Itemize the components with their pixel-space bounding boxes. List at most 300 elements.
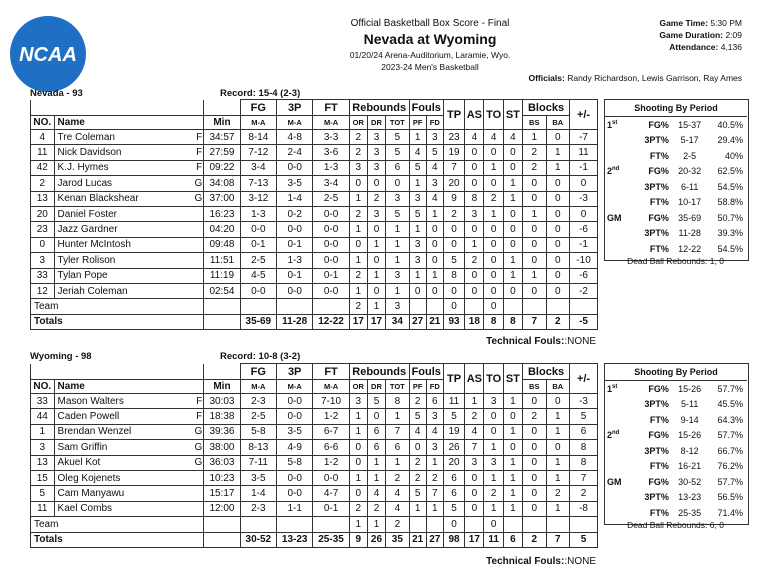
period-num: GM (607, 476, 622, 487)
col-bs: BS (522, 116, 546, 130)
game-time-label: Game Time: (659, 18, 708, 28)
period-row (605, 505, 747, 521)
player-dr: 1 (367, 455, 385, 470)
player-3p: 0-1 (277, 237, 313, 252)
player-number: 3 (31, 253, 55, 268)
player-number: 11 (31, 501, 55, 516)
officials-names: Randy Richardson, Lewis Garrison, Ray Ames (567, 73, 742, 83)
col-blank-min (204, 100, 240, 116)
player-ft: 0-0 (313, 470, 349, 485)
player-tot: 6 (386, 160, 410, 175)
team-as (465, 517, 484, 532)
totals-fg: 35-69 (240, 314, 276, 329)
totals-bs: 7 (522, 314, 546, 329)
player-tot: 0 (386, 176, 410, 191)
player-ba: 1 (546, 470, 570, 485)
player-bs: 0 (522, 222, 546, 237)
team-pf (409, 517, 426, 532)
period-made-attempted: 6-11 (680, 181, 699, 192)
player-pf: 5 (409, 206, 426, 221)
player-or: 0 (349, 455, 367, 470)
player-position: F (191, 160, 204, 175)
player-pts: 20 (443, 176, 464, 191)
player-pts: 5 (443, 501, 464, 516)
player-to: 1 (484, 440, 503, 455)
technical-fouls-label: Technical Fouls: (486, 336, 565, 347)
player-tot: 8 (386, 394, 410, 409)
player-bs: 0 (522, 501, 546, 516)
team-label: Team (31, 299, 204, 314)
player-3p: 0-0 (277, 409, 313, 424)
col-ba: BA (546, 116, 570, 130)
player-3p: 3-5 (277, 424, 313, 439)
player-fg: 7-12 (240, 145, 276, 160)
player-or: 1 (349, 253, 367, 268)
player-position (191, 486, 204, 501)
player-ba: 2 (546, 486, 570, 501)
col-min: Min (204, 380, 240, 394)
totals-st: 8 (503, 314, 522, 329)
col-fd: FD (426, 116, 443, 130)
box-score-table (30, 363, 598, 548)
logo-text: NCAA (19, 44, 77, 66)
period-percentage: 45.5% (717, 399, 743, 410)
player-ft: 0-0 (313, 222, 349, 237)
player-fg: 7-13 (240, 176, 276, 191)
player-row (31, 237, 598, 252)
team-pm (570, 299, 598, 314)
team-bs (522, 517, 546, 532)
col-fouls: Fouls (409, 364, 443, 380)
period-num: 2 (607, 166, 613, 177)
player-ba: 0 (546, 191, 570, 206)
player-row (31, 283, 598, 298)
period-made-attempted: 8-12 (680, 445, 699, 456)
period-number (605, 226, 626, 242)
col-pf: PF (409, 116, 426, 130)
technical-fouls (486, 336, 596, 347)
player-tot: 1 (386, 237, 410, 252)
shooting-by-period (605, 100, 747, 257)
player-pm: -6 (570, 222, 598, 237)
player-tot: 3 (386, 268, 410, 283)
col-min: Min (204, 116, 240, 130)
totals-pm: 5 (570, 532, 598, 547)
player-bs: 0 (522, 440, 546, 455)
period-stat-label: FG% (648, 383, 669, 394)
player-st: 1 (503, 470, 522, 485)
player-pf: 1 (409, 176, 426, 191)
player-position (191, 253, 204, 268)
player-dr: 1 (367, 237, 385, 252)
col-pf: PF (409, 380, 426, 394)
player-fd: 3 (426, 176, 443, 191)
player-bs: 0 (522, 424, 546, 439)
player-pts: 26 (443, 440, 464, 455)
period-suffix: nd (612, 166, 620, 173)
player-as: 4 (465, 424, 484, 439)
player-to: 0 (484, 424, 503, 439)
player-pm: -7 (570, 130, 598, 145)
player-dr: 1 (367, 268, 385, 283)
game-duration-label: Game Duration: (659, 30, 724, 40)
player-ft: 1-3 (313, 160, 349, 175)
player-bs: 1 (522, 130, 546, 145)
player-bs: 0 (522, 191, 546, 206)
totals-to: 11 (484, 532, 503, 547)
totals-fd: 27 (426, 532, 443, 547)
player-or: 0 (349, 486, 367, 501)
period-number (605, 443, 626, 459)
player-bs: 0 (522, 486, 546, 501)
col-or: OR (349, 380, 367, 394)
totals-ft: 25-35 (313, 532, 349, 547)
player-pts: 0 (443, 283, 464, 298)
player-pts: 6 (443, 486, 464, 501)
player-number: 1 (31, 424, 55, 439)
player-to: 1 (484, 470, 503, 485)
player-pf: 1 (409, 268, 426, 283)
period-stat-label: 3PT% (644, 399, 669, 410)
player-pts: 6 (443, 470, 464, 485)
totals-tot: 34 (386, 314, 410, 329)
period-percentage: 57.7% (717, 383, 743, 394)
player-tot: 1 (386, 455, 410, 470)
period-stat-label: FT% (649, 507, 669, 518)
period-percentage: 29.4% (717, 135, 743, 146)
player-3p: 0-0 (277, 222, 313, 237)
player-tot: 4 (386, 501, 410, 516)
team-dr: 1 (367, 299, 385, 314)
player-pm: 7 (570, 470, 598, 485)
period-made-attempted: 10-17 (678, 197, 702, 208)
team-st (503, 299, 522, 314)
period-suffix: st (612, 383, 618, 390)
player-min: 09:22 (204, 160, 240, 175)
period-made-attempted: 13-23 (678, 492, 702, 503)
player-number: 5 (31, 486, 55, 501)
player-position (191, 283, 204, 298)
player-dr: 6 (367, 424, 385, 439)
player-3p: 0-0 (277, 394, 313, 409)
player-or: 2 (349, 206, 367, 221)
player-row (31, 160, 598, 175)
player-ba: 0 (546, 176, 570, 191)
player-pm: 5 (570, 409, 598, 424)
player-ft: 0-0 (313, 237, 349, 252)
player-fd: 5 (426, 145, 443, 160)
player-row (31, 191, 598, 206)
period-stat-label: 3PT% (644, 492, 669, 503)
player-min: 11:19 (204, 268, 240, 283)
team-as (465, 299, 484, 314)
player-ft: 2-5 (313, 191, 349, 206)
team-record: Record: 10-8 (3-2) (220, 351, 301, 362)
col-tot: TOT (386, 380, 410, 394)
player-number: 44 (31, 409, 55, 424)
totals-fd: 21 (426, 314, 443, 329)
player-name: Kenan Blackshear (54, 191, 191, 206)
player-dr: 0 (367, 283, 385, 298)
player-pts: 0 (443, 222, 464, 237)
player-min: 38:00 (204, 440, 240, 455)
player-st: 4 (503, 130, 522, 145)
attendance: 4,136 (720, 42, 742, 52)
player-bs: 0 (522, 283, 546, 298)
attendance-label: Attendance: (669, 42, 719, 52)
period-made-attempted: 25-35 (678, 507, 702, 518)
team-min (204, 299, 240, 314)
player-tot: 2 (386, 470, 410, 485)
player-or: 1 (349, 191, 367, 206)
player-fg: 1-4 (240, 486, 276, 501)
player-or: 2 (349, 130, 367, 145)
col-fg-ma: M-A (240, 116, 276, 130)
team-ba (546, 517, 570, 532)
dead-ball-rebounds: Dead Ball Rebounds: 6, 0 (627, 520, 724, 530)
col-as: AS (465, 364, 484, 394)
totals-pts: 98 (443, 532, 464, 547)
player-st: 0 (503, 206, 522, 221)
player-to: 0 (484, 176, 503, 191)
player-name: Brendan Wenzel (54, 424, 191, 439)
player-fg: 3-4 (240, 160, 276, 175)
player-ba: 0 (546, 440, 570, 455)
player-fd: 0 (426, 283, 443, 298)
player-pf: 1 (409, 222, 426, 237)
player-dr: 1 (367, 470, 385, 485)
player-ba: 0 (546, 237, 570, 252)
team-pf (409, 299, 426, 314)
player-st: 0 (503, 283, 522, 298)
team-fd (426, 517, 443, 532)
totals-ba: 2 (546, 314, 570, 329)
period-suffix: nd (612, 430, 620, 437)
player-ft: 7-10 (313, 394, 349, 409)
player-min: 16:23 (204, 206, 240, 221)
totals-pts: 93 (443, 314, 464, 329)
player-fg: 7-11 (240, 455, 276, 470)
period-number (605, 133, 626, 149)
player-min: 39:36 (204, 424, 240, 439)
player-name: Mason Walters (54, 394, 191, 409)
player-pf: 0 (409, 283, 426, 298)
col-dr: DR (367, 116, 385, 130)
player-pm: 2 (570, 486, 598, 501)
player-as: 1 (465, 394, 484, 409)
player-pts: 0 (443, 237, 464, 252)
player-to: 2 (484, 191, 503, 206)
player-st: 1 (503, 191, 522, 206)
totals-as: 18 (465, 314, 484, 329)
player-pts: 20 (443, 455, 464, 470)
player-pm: -3 (570, 394, 598, 409)
player-pts: 23 (443, 130, 464, 145)
player-3p: 0-0 (277, 283, 313, 298)
player-st: 0 (503, 409, 522, 424)
player-as: 2 (465, 253, 484, 268)
player-bs: 0 (522, 470, 546, 485)
period-made-attempted: 15-37 (678, 119, 702, 130)
player-or: 2 (349, 145, 367, 160)
player-dr: 0 (367, 176, 385, 191)
player-ft: 3-3 (313, 130, 349, 145)
period-stat-label: FG% (648, 212, 669, 223)
period-number (605, 428, 626, 444)
player-name: K.J. Hymes (54, 160, 191, 175)
player-to: 0 (484, 268, 503, 283)
col-no: NO. (31, 380, 55, 394)
team-score-title: Nevada - 93 (30, 88, 83, 99)
player-fg: 0-0 (240, 283, 276, 298)
team-score-title: Wyoming - 98 (30, 351, 92, 362)
player-fd: 4 (426, 191, 443, 206)
player-ft: 1-2 (313, 455, 349, 470)
player-fd: 0 (426, 222, 443, 237)
player-pf: 2 (409, 470, 426, 485)
col-blocks: Blocks (522, 100, 569, 116)
player-tot: 1 (386, 253, 410, 268)
col-3p: 3P (277, 364, 313, 380)
period-number (605, 474, 626, 490)
player-min: 34:08 (204, 176, 240, 191)
period-percentage: 56.5% (717, 492, 743, 503)
dead-ball-rebounds: Dead Ball Rebounds: 1, 0 (627, 256, 724, 266)
col-bs: BS (522, 380, 546, 394)
player-position: F (191, 145, 204, 160)
player-ft: 6-6 (313, 440, 349, 455)
player-pf: 1 (409, 130, 426, 145)
player-fd: 0 (426, 237, 443, 252)
player-name: Caden Powell (54, 409, 191, 424)
player-row (31, 440, 598, 455)
player-fg: 3-5 (240, 470, 276, 485)
player-fg: 2-5 (240, 253, 276, 268)
player-to: 0 (484, 283, 503, 298)
player-bs: 0 (522, 455, 546, 470)
player-pf: 5 (409, 486, 426, 501)
player-st: 0 (503, 440, 522, 455)
player-or: 3 (349, 394, 367, 409)
player-to: 1 (484, 501, 503, 516)
period-stat-label: 3PT% (644, 228, 669, 239)
period-number (605, 241, 626, 257)
totals-pf: 21 (409, 532, 426, 547)
player-dr: 0 (367, 409, 385, 424)
player-ba: 0 (546, 268, 570, 283)
col-dr: DR (367, 380, 385, 394)
period-stat-label: FT% (649, 150, 669, 161)
team-or: 1 (349, 517, 367, 532)
player-3p: 0-0 (277, 160, 313, 175)
player-tot: 1 (386, 283, 410, 298)
player-fg: 2-3 (240, 501, 276, 516)
player-as: 0 (465, 222, 484, 237)
player-pm: -6 (570, 268, 598, 283)
player-pf: 5 (409, 409, 426, 424)
player-ft: 0-1 (313, 268, 349, 283)
team-dr: 1 (367, 517, 385, 532)
period-number (605, 397, 626, 413)
player-as: 0 (465, 268, 484, 283)
col-rebounds: Rebounds (349, 364, 409, 380)
player-pts: 9 (443, 191, 464, 206)
officials-label: Officials: (528, 73, 565, 83)
period-num: 2 (607, 430, 613, 441)
player-name: Jeriah Coleman (54, 283, 191, 298)
player-ba: 0 (546, 206, 570, 221)
period-row (605, 148, 747, 164)
col-to: TO (484, 100, 503, 130)
totals-label: Totals (31, 314, 204, 329)
period-title: Shooting By Period (605, 100, 747, 117)
team-record: Record: 15-4 (2-3) (220, 88, 301, 99)
player-name: Daniel Foster (54, 206, 191, 221)
player-position: G (191, 191, 204, 206)
player-ba: 0 (546, 253, 570, 268)
period-number (605, 117, 626, 133)
player-position (191, 206, 204, 221)
team-bs (522, 299, 546, 314)
team-or: 2 (349, 299, 367, 314)
player-as: 4 (465, 130, 484, 145)
player-name: Tre Coleman (54, 130, 191, 145)
col-no: NO. (31, 116, 55, 130)
totals-ba: 7 (546, 532, 570, 547)
player-dr: 2 (367, 191, 385, 206)
player-fg: 2-3 (240, 394, 276, 409)
team-st (503, 517, 522, 532)
period-row (605, 397, 747, 413)
player-bs: 1 (522, 268, 546, 283)
period-made-attempted: 9-14 (680, 414, 699, 425)
player-as: 0 (465, 486, 484, 501)
player-number: 42 (31, 160, 55, 175)
player-pm: 8 (570, 455, 598, 470)
player-fd: 1 (426, 268, 443, 283)
player-st: 1 (503, 501, 522, 516)
player-st: 0 (503, 145, 522, 160)
player-position: F (191, 130, 204, 145)
matchup-title: Nevada at Wyoming (363, 31, 497, 47)
col-as: AS (465, 100, 484, 130)
period-made-attempted: 5-17 (680, 135, 699, 146)
player-pf: 5 (409, 160, 426, 175)
period-made-attempted: 30-52 (678, 476, 702, 487)
player-to: 0 (484, 145, 503, 160)
ncaa-logo (8, 14, 88, 94)
period-row (605, 459, 747, 475)
col-tp: TP (443, 100, 464, 130)
player-min: 04:20 (204, 222, 240, 237)
player-ba: 1 (546, 145, 570, 160)
period-percentage: 50.7% (717, 212, 743, 223)
player-row (31, 222, 598, 237)
period-made-attempted: 35-69 (678, 212, 702, 223)
period-num: 1 (607, 119, 613, 130)
col-or: OR (349, 116, 367, 130)
player-3p: 4-8 (277, 130, 313, 145)
player-3p: 0-1 (277, 268, 313, 283)
player-fd: 1 (426, 455, 443, 470)
player-row (31, 501, 598, 516)
totals-row (31, 314, 598, 329)
period-percentage: 58.8% (717, 197, 743, 208)
col-st: ST (503, 100, 522, 130)
player-as: 8 (465, 191, 484, 206)
player-pm: -8 (570, 501, 598, 516)
player-fd: 2 (426, 470, 443, 485)
